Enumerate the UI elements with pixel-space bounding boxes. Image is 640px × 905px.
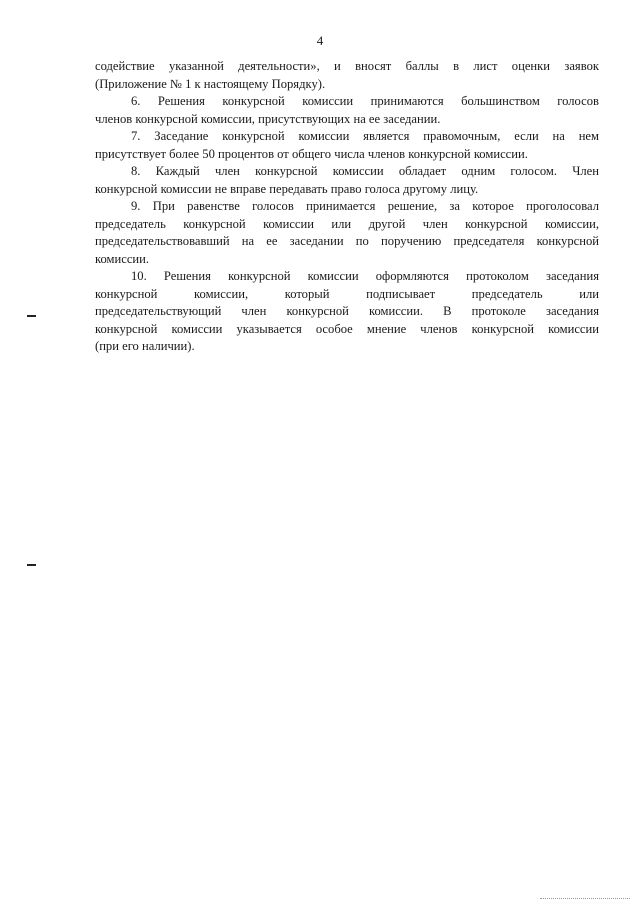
text-line: содействие указанной деятельности», и вносят баллы в лист оценки заявок	[95, 59, 599, 73]
text-line: 10. Решения конкурсной комиссии оформляются протоколом заседания	[131, 269, 599, 283]
text-line: комиссии.	[95, 251, 150, 266]
text-line: конкурсной комиссии указывается особое мнение членов конкурсной комиссии	[95, 321, 599, 336]
text-line: (Приложение № 1 к настоящему Порядку).	[95, 76, 326, 91]
scan-artifact-dots	[540, 894, 630, 899]
text-line: (при его наличии).	[95, 339, 195, 353]
text-line: 7. Заседание конкурсной комиссии является правомочным, если на нем	[131, 129, 599, 143]
text-line: конкурсной комиссии не вправе передавать право голоса другому лицу.	[95, 181, 479, 196]
document-body	[95, 58, 599, 356]
text-line: председательствовавший на ее заседании по поручению председателя конкурсной	[95, 234, 599, 248]
text-line: 8. Каждый член конкурсной комиссии обладает одним голосом. Член	[131, 164, 599, 178]
text-line: председатель конкурсной комиссии или другой член конкурсной комиссии,	[95, 216, 599, 231]
page-number: 4	[316, 33, 324, 48]
text-line: присутствует более 50 процентов от общего числа членов конкурсной комиссии.	[95, 146, 528, 161]
text-line: членов конкурсной комиссии, присутствующих на ее заседании.	[95, 111, 441, 126]
text-line: председательствующий член конкурсной комиссии. В протоколе заседания	[95, 304, 599, 318]
text-line: 6. Решения конкурсной комиссии принимаются большинством голосов	[131, 94, 599, 108]
text-line: конкурсной комиссии, который подписывает председатель или	[95, 286, 599, 301]
margin-dash-mark	[27, 564, 36, 566]
text-line: 9. При равенстве голосов принимается решение, за которое проголосовал	[131, 199, 599, 213]
margin-dash-mark	[27, 315, 36, 317]
